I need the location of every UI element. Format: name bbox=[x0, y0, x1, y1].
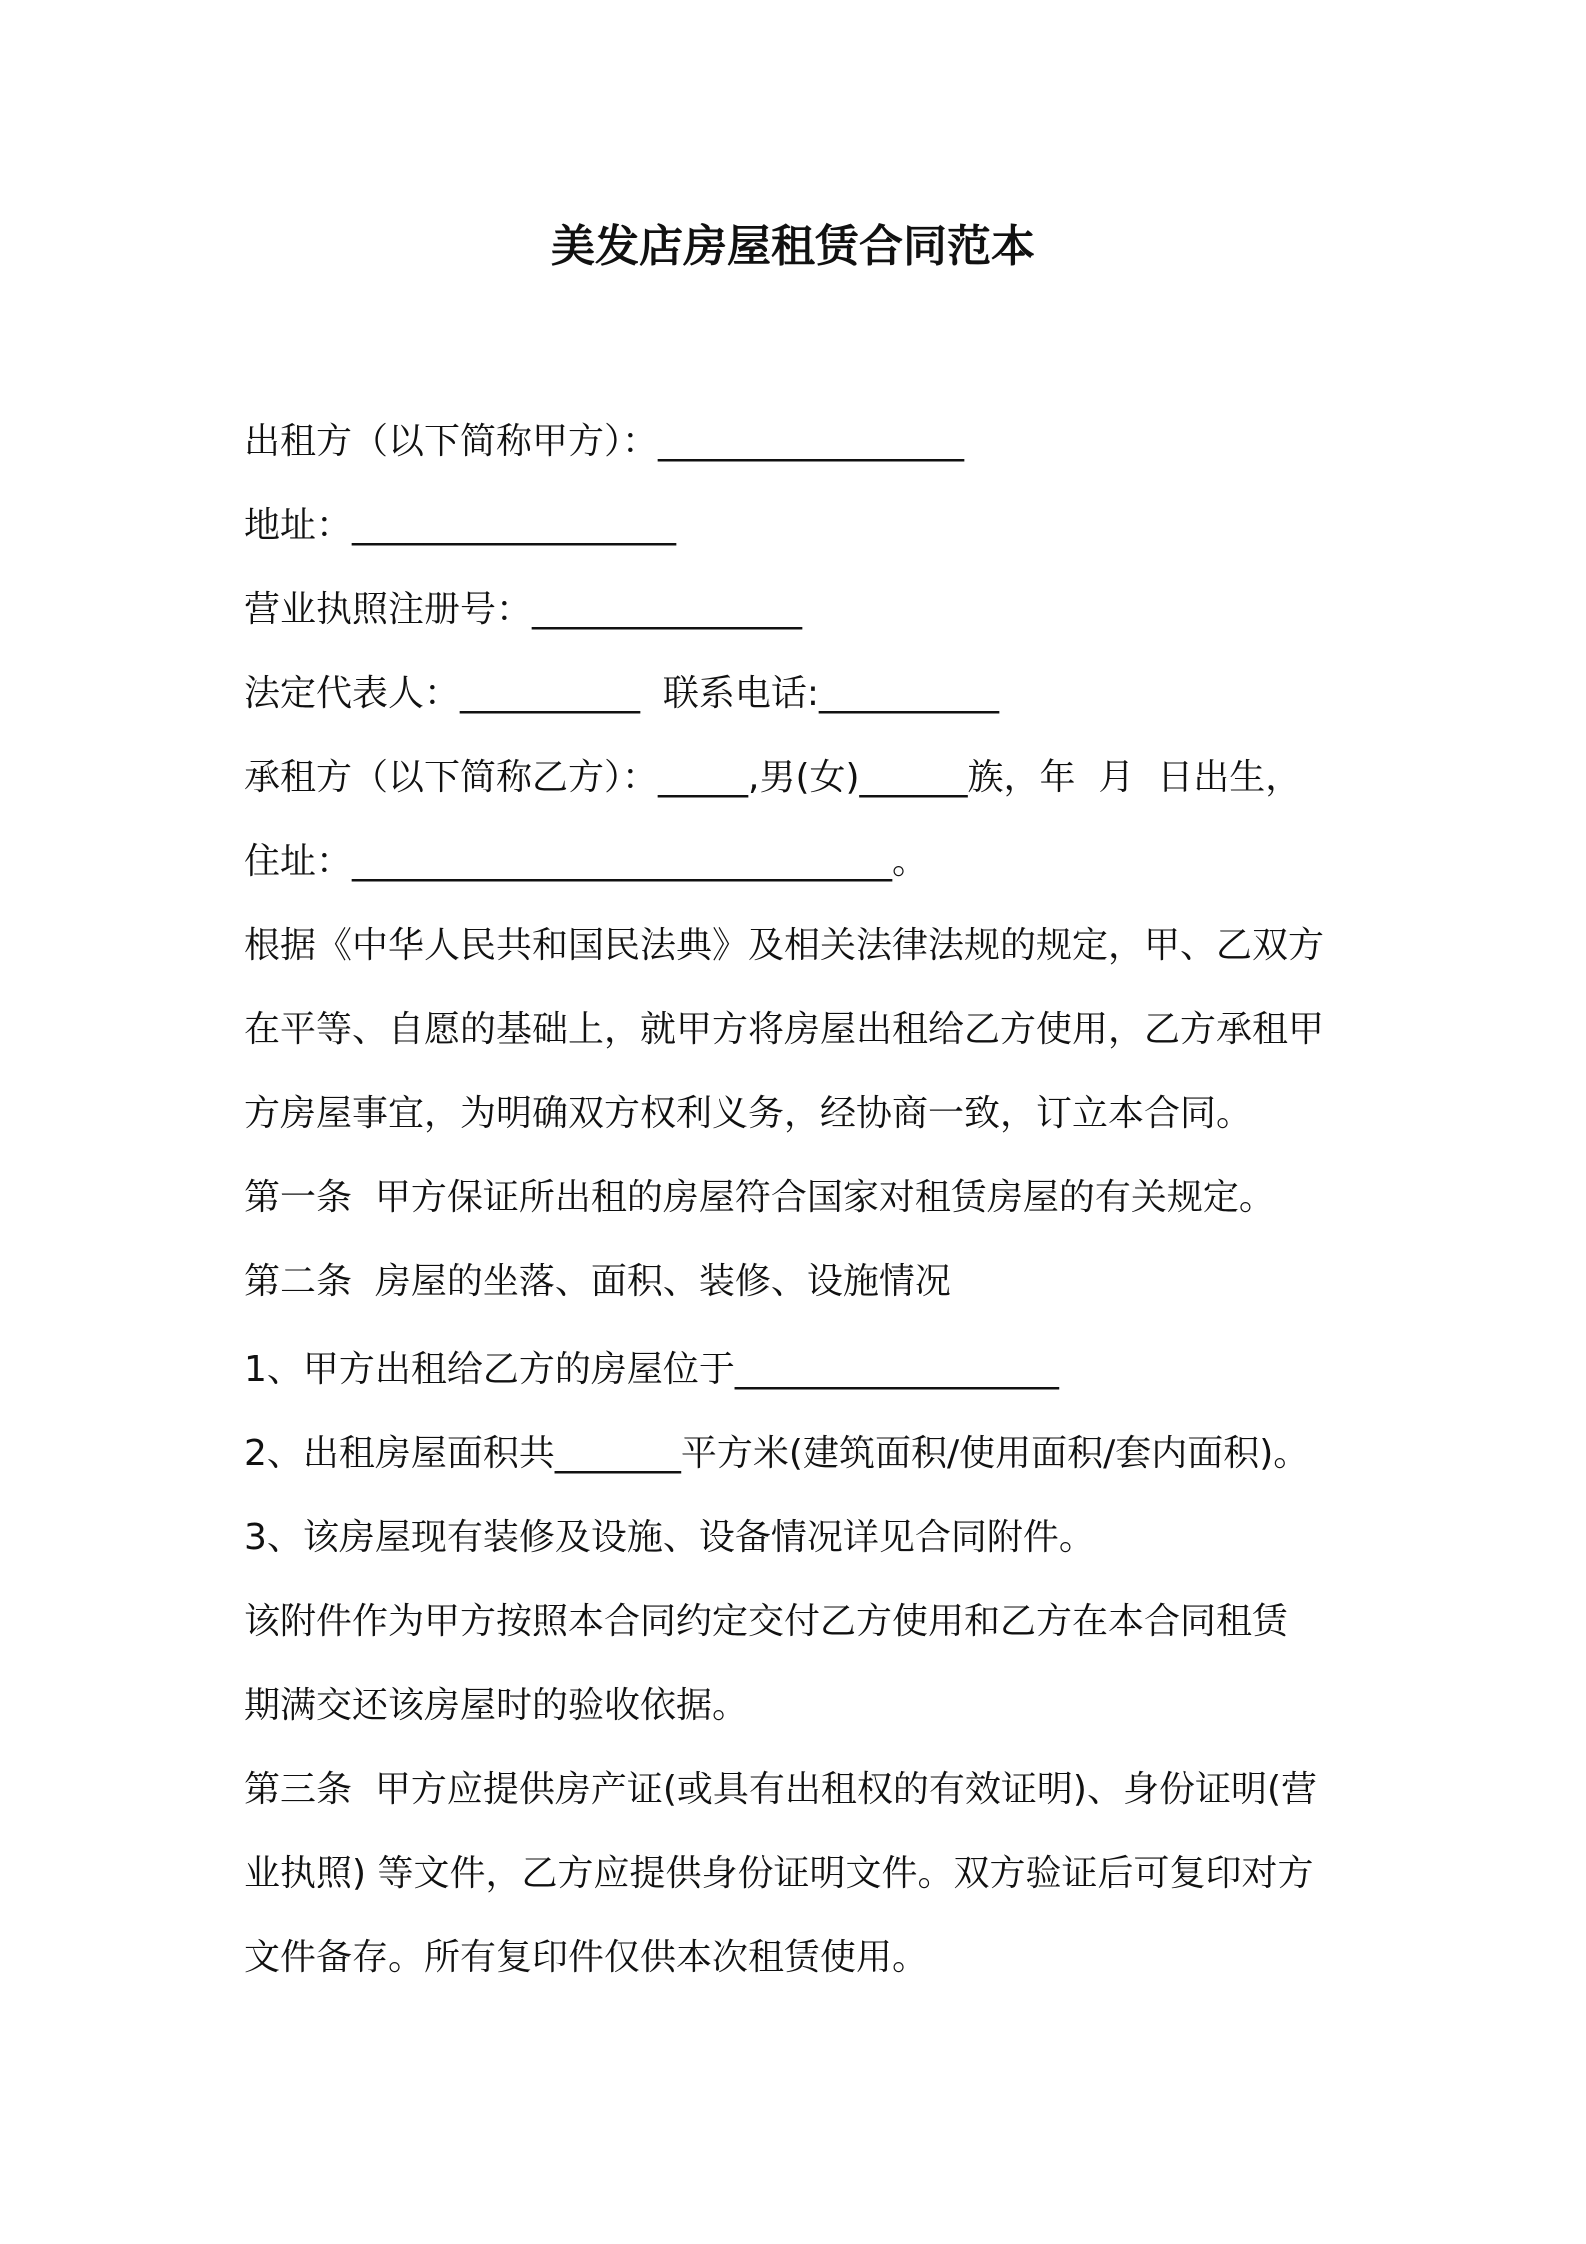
legal-representative-line: 法定代表人：__________ 联系电话:__________ bbox=[244, 673, 1000, 714]
document-body bbox=[244, 400, 1364, 2000]
appendix-note-line-2: 期满交还该房屋时的验收依据。 bbox=[244, 1685, 749, 1726]
lessor-line: 出租方（以下简称甲方）：_________________ bbox=[244, 421, 965, 462]
document-title: 美发店房屋租赁合同范本 bbox=[551, 221, 1035, 272]
lessee-address-line: 住址：______________________________。 bbox=[244, 841, 929, 882]
article-3-line-2: 业执照) 等文件，乙方应提供身份证明文件。双方验证后可复印对方 bbox=[244, 1853, 1314, 1894]
article-2-item-2: 2、出租房屋面积共_______平方米(建筑面积/使用面积/套内面积)。 bbox=[244, 1433, 1310, 1474]
article-2-heading: 第二条 房屋的坐落、面积、装修、设施情况 bbox=[244, 1261, 951, 1302]
lessee-line: 承租方（以下简称乙方）：_____,男(女)______族，年 月 日出生， bbox=[244, 757, 1302, 798]
article-1-line: 第一条 甲方保证所出租的房屋符合国家对租赁房屋的有关规定。 bbox=[244, 1177, 1275, 1218]
article-2-item-1: 1、甲方出租给乙方的房屋位于__________________ bbox=[244, 1349, 1059, 1390]
appendix-note-line-1: 该附件作为甲方按照本合同约定交付乙方使用和乙方在本合同租赁 bbox=[244, 1601, 1289, 1642]
preamble-line-2: 在平等、自愿的基础上，就甲方将房屋出租给乙方使用，乙方承租甲 bbox=[244, 1009, 1325, 1050]
lessor-address-line: 地址：__________________ bbox=[244, 505, 677, 546]
article-3-line-3: 文件备存。所有复印件仅供本次租赁使用。 bbox=[244, 1937, 929, 1978]
article-3-line-1: 第三条 甲方应提供房产证(或具有出租权的有效证明)、身份证明(营 bbox=[244, 1769, 1318, 1810]
business-license-line: 营业执照注册号：_______________ bbox=[244, 589, 803, 630]
article-2-item-3: 3、该房屋现有装修及设施、设备情况详见合同附件。 bbox=[244, 1517, 1095, 1558]
preamble-line-3: 方房屋事宜，为明确双方权利义务，经协商一致，订立本合同。 bbox=[244, 1093, 1253, 1134]
preamble-line-1: 根据《中华人民共和国民法典》及相关法律法规的规定，甲、乙双方 bbox=[244, 925, 1325, 966]
